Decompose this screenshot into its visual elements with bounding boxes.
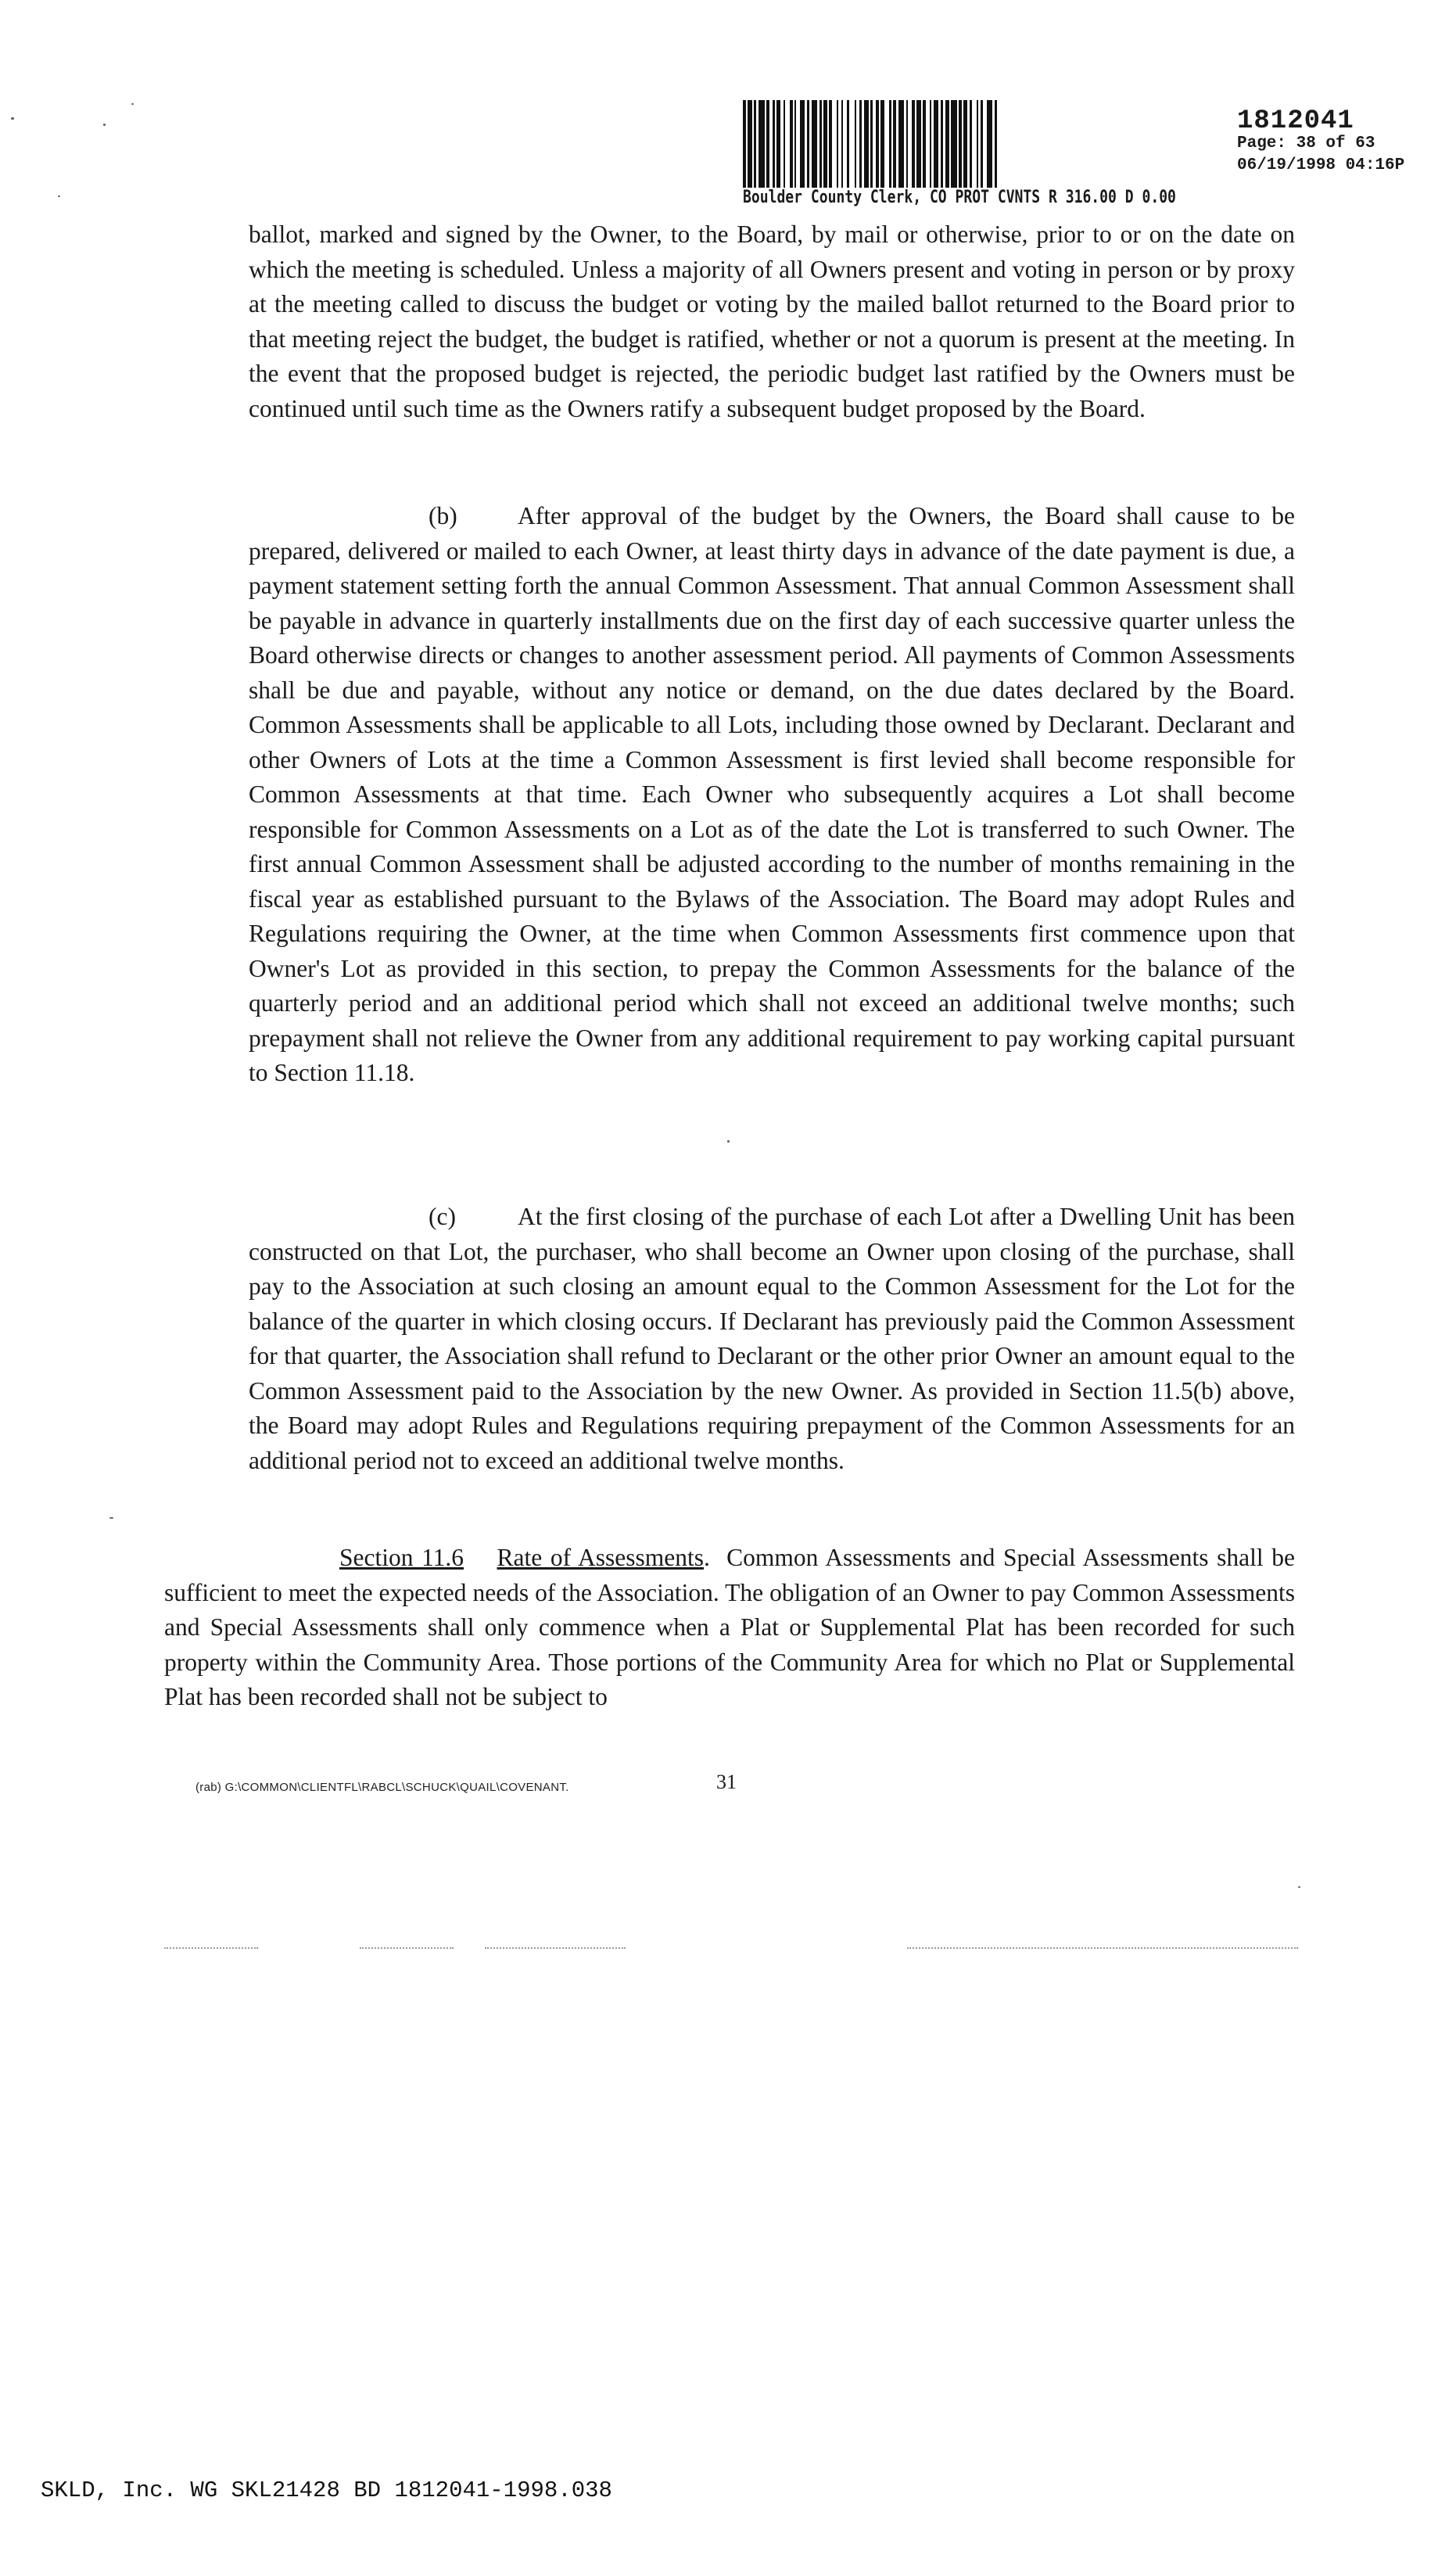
scan-artifact-line xyxy=(485,1947,626,1950)
file-path: (rab) G:\COMMON\CLIENTFL\RABCL\SCHUCK\QUAIL\COVENANT. xyxy=(195,1781,569,1794)
stamp-page-count: Page: 38 of 63 xyxy=(1237,135,1375,152)
barcode-bar xyxy=(841,100,843,188)
barcode-bar xyxy=(876,100,879,188)
barcode-bar xyxy=(923,100,926,188)
barcode-bar xyxy=(800,100,805,188)
scan-speck xyxy=(1298,1886,1300,1888)
barcode-bar xyxy=(959,100,962,188)
barcode-bar xyxy=(970,100,971,188)
barcode-bar xyxy=(870,100,872,188)
barcode-bar xyxy=(977,100,978,188)
barcode-bar xyxy=(743,100,746,188)
barcode-bar xyxy=(748,100,752,188)
paragraph-b-text: After approval of the budget by the Owners, the Board shall cause to be prepared, delivered or mailed to each Owner, at least thirty days in advance of the date payment is due, a payment statement setting forth the annual Common Assessment. That annual Common Assessment shall be payable in advance in quarterly installments due on the first day of each successive quarter unless the Board otherwise directs or changes to another assessment period. All payments of Common Assessments shall be due and payable, without any notice or demand, on the due dates declared by the Board. Common Assessments shall be applicable to all Lots, including those owned by Declarant. Declarant and other Owners of Lots at the time a Common Assessment is first levied shall become responsible for Common Assessments at that time. Each Owner who subsequently acquires a Lot shall become responsible for Common Assessments on a Lot as of the date the Lot is transferred to such Owner. The first annual Common Assessment shall be adjusted according to the number of months remaining in the fiscal year as established pursuant to the Bylaws of the Association. The Board may adopt Rules and Regulations requiring the Owner, at the time when Common Assessments first commence upon that Owner's Lot as provided in this section, to prepay the Common Assessments for the balance of the quarterly period and an additional period which shall not exceed an additional twelve months; such prepayment shall not relieve the Owner from any additional requirement to pay working capital pursuant to Section 11.18. xyxy=(249,502,1295,1086)
scan-speck xyxy=(727,1140,730,1143)
barcode xyxy=(743,100,1196,188)
barcode-bar xyxy=(859,100,862,188)
scan-speck xyxy=(131,103,134,105)
barcode-bar xyxy=(906,100,908,188)
section-number: Section 11.6 xyxy=(339,1544,464,1571)
barcode-bar xyxy=(829,100,832,188)
paragraph-c-text: At the first closing of the purchase of each Lot after a Dwelling Unit has been constructed on that Lot, the purchaser, who shall become an Owner upon closing of the purchase, shall pay to the Association at such closing an amount equal to the Common Assessment for the Lot for the balance of the quarter in which closing occurs. If Declarant has previously paid the Common Assessment for that quarter, the Association shall refund to Declarant or the other prior Owner an amount equal to the Common Assessment paid to the Association by the new Owner. As provided in Section 11.5(b) above, the Board may adopt Rules and Regulations requiring prepayment of the Common Assessments for an additional period not to exceed an additional twelve months. xyxy=(249,1203,1295,1474)
bates-stamp: SKLD, Inc. WG SKL21428 BD 1812041-1998.038 xyxy=(41,2478,612,2503)
barcode-bar xyxy=(819,100,821,188)
barcode-bar xyxy=(776,100,780,188)
section-heading: Rate of Assessments xyxy=(497,1544,704,1571)
barcode-bar xyxy=(812,100,817,188)
barcode-bar xyxy=(847,100,848,188)
scan-speck xyxy=(11,117,14,120)
barcode-bar xyxy=(930,100,931,188)
barcode-bar xyxy=(864,100,869,188)
barcode-bar xyxy=(941,100,942,188)
recording-stamp xyxy=(743,100,1415,210)
paragraph-ballot: ballot, marked and signed by the Owner, to the Board, by mail or otherwise, prior to or on the date on which the meeting is scheduled. Unless a majority of all Owners present and voting in person or by proxy at the meeting called to discuss the budget or voting by the mailed ballot returned to the Board prior to that meeting reject the budget, the budget is ratified, whether or not a quorum is present at the meeting. In the event that the proposed budget is rejected, the periodic budget last ratified by the Owners must be continued until such time as the Owners ratify a subsequent budget proposed by the Board. xyxy=(249,221,1295,422)
document-number: 1812041 xyxy=(1237,106,1354,136)
section-11-6: Section 11.6 Rate of Assessments. Common Assessments and Special Assessments shall be sufficient to meet the expected needs of the Association. The obligation of an Owner to pay Common Assessments and Special Assessments shall only commence when a Plat or Supplemental Plat has been recorded for such property within the Community Area. Those portions of the Community Area for which no Plat or Supplemental Plat has been recorded shall not be subject to xyxy=(164,1544,1296,1710)
barcode-bar xyxy=(995,100,998,188)
barcode-bar xyxy=(790,100,793,188)
barcode-bar xyxy=(766,100,769,188)
subsection-label-wrap xyxy=(249,1200,518,1235)
barcode-bar xyxy=(754,100,755,188)
scan-speck xyxy=(103,124,106,126)
barcode-bar xyxy=(758,100,764,188)
barcode-bar xyxy=(963,100,967,188)
barcode-bar xyxy=(981,100,984,188)
barcode-bar xyxy=(916,100,921,188)
barcode-bar xyxy=(807,100,810,188)
barcode-bar xyxy=(880,100,884,188)
scan-speck xyxy=(109,1517,113,1519)
stamp-clerk-line: Boulder County Clerk, CO PROT CVNTS R 316.00 D 0.00 xyxy=(743,188,1176,207)
section-11-6-text: Common Assessments and Special Assessments shall be sufficient to meet the expected needs of the Association. The obligation of an Owner to pay Common Assessments and Special Assessments shall only commence when a Plat or Supplemental Plat has been recorded for such property within the Community Area. Those portions of the Community Area for which no Plat or Supplemental Plat has been recorded shall not be subject to xyxy=(164,1544,1296,1710)
paragraph-c xyxy=(249,1200,1295,1478)
barcode-bar xyxy=(773,100,774,188)
subsection-label-c: (c) xyxy=(429,1203,456,1230)
paragraph-b xyxy=(249,499,1295,1091)
subsection-label-b: (b) xyxy=(429,502,457,529)
barcode-bar xyxy=(784,100,785,188)
scan-artifact-line xyxy=(907,1947,1298,1950)
scan-artifact-line xyxy=(164,1947,258,1950)
barcode-bar xyxy=(794,100,796,188)
scan-speck xyxy=(58,196,60,197)
barcode-bar xyxy=(889,100,891,188)
page-number: 31 xyxy=(716,1771,737,1793)
subsection-label-wrap xyxy=(249,499,518,534)
scan-artifact-line xyxy=(360,1947,454,1950)
barcode-bar xyxy=(912,100,915,188)
barcode-bar xyxy=(951,100,956,188)
barcode-bar xyxy=(934,100,938,188)
stamp-datetime: 06/19/1998 04:16P xyxy=(1237,156,1405,174)
barcode-bar xyxy=(893,100,896,188)
barcode-bar xyxy=(945,100,949,188)
barcode-bar xyxy=(855,100,856,188)
barcode-bar xyxy=(837,100,838,188)
barcode-bar xyxy=(987,100,992,188)
barcode-bar xyxy=(823,100,827,188)
barcode-bar xyxy=(898,100,904,188)
